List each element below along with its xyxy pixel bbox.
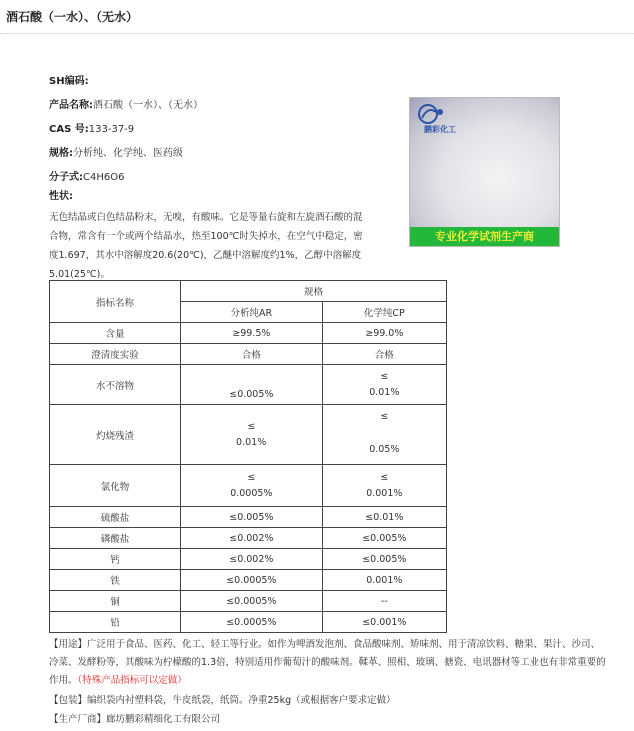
table-row bbox=[50, 591, 447, 612]
row-name: 氯化物 bbox=[50, 465, 181, 507]
row-cp: ≤0.001% bbox=[322, 612, 446, 633]
spec-value: 分析纯、化学纯、医药级 bbox=[73, 148, 183, 159]
row-cp bbox=[322, 465, 446, 507]
row-ar-value: 0.0005% bbox=[230, 488, 273, 499]
props-line bbox=[49, 187, 73, 202]
header-spec: 规格 bbox=[181, 281, 447, 302]
row-ar: ≤0.005% bbox=[181, 365, 323, 405]
row-name: 铁 bbox=[50, 570, 181, 591]
row-name: 澄清度实验 bbox=[50, 344, 181, 365]
table-row bbox=[50, 612, 447, 633]
sh-code-label: SH编码: bbox=[49, 76, 89, 87]
row-name: 铅 bbox=[50, 612, 181, 633]
product-name-value: 酒石酸（一水）、（无水） bbox=[93, 100, 203, 111]
row-ar: ≤0.005% bbox=[181, 507, 323, 528]
row-ar-sign: ≤ bbox=[247, 472, 256, 483]
cas-label: CAS 号: bbox=[49, 124, 89, 135]
row-name: 硫酸盐 bbox=[50, 507, 181, 528]
row-cp: ≥99.0% bbox=[322, 323, 446, 344]
row-ar: ≤0.002% bbox=[181, 549, 323, 570]
row-cp: ≤0.01% bbox=[322, 507, 446, 528]
manufacturer-line: 【生产厂商】廊坊鹏彩精细化工有限公司 bbox=[49, 714, 221, 725]
row-cp bbox=[322, 365, 446, 405]
row-cp-value: 0.05% bbox=[369, 444, 400, 455]
spec-label: 规格: bbox=[49, 148, 73, 159]
row-name: 钙 bbox=[50, 549, 181, 570]
header-ar: 分析纯AR bbox=[181, 302, 323, 323]
row-cp: ≤0.005% bbox=[322, 528, 446, 549]
row-cp-sign: ≤ bbox=[380, 411, 389, 422]
row-ar bbox=[181, 405, 323, 465]
row-name: 磷酸盐 bbox=[50, 528, 181, 549]
row-cp: 合格 bbox=[322, 344, 446, 365]
row-ar-sign: ≤ bbox=[247, 421, 256, 432]
table-row bbox=[50, 507, 447, 528]
product-photo bbox=[409, 97, 560, 247]
table-row bbox=[50, 549, 447, 570]
spec-table bbox=[49, 280, 447, 633]
product-name-line bbox=[49, 96, 203, 111]
header-cp: 化学纯CP bbox=[322, 302, 446, 323]
row-cp-value: 0.001% bbox=[366, 488, 403, 499]
table-header-row bbox=[50, 281, 447, 302]
row-name: 含量 bbox=[50, 323, 181, 344]
row-cp: ≤0.005% bbox=[322, 549, 446, 570]
photo-banner: 专业化学试剂生产商 bbox=[410, 227, 559, 246]
usage-paragraph bbox=[49, 636, 609, 690]
formula-label: 分子式: bbox=[49, 172, 83, 183]
row-cp: -- bbox=[322, 591, 446, 612]
row-ar: ≤0.0005% bbox=[181, 570, 323, 591]
row-cp-sign: ≤ bbox=[380, 472, 389, 483]
cas-line bbox=[49, 120, 134, 135]
table-row bbox=[50, 365, 447, 405]
table-row bbox=[50, 465, 447, 507]
row-cp-value: 0.01% bbox=[369, 387, 400, 398]
row-name: 铜 bbox=[50, 591, 181, 612]
formula-value: C4H6O6 bbox=[83, 172, 125, 183]
row-cp: 0.001% bbox=[322, 570, 446, 591]
cas-value: 133-37-9 bbox=[88, 124, 135, 135]
row-name: 水不溶物 bbox=[50, 365, 181, 405]
row-ar: ≤0.002% bbox=[181, 528, 323, 549]
table-row bbox=[50, 405, 447, 465]
table-row bbox=[50, 344, 447, 365]
table-row bbox=[50, 528, 447, 549]
usage-note: （特殊产品指标可以定做） bbox=[77, 675, 187, 686]
product-name-label: 产品名称: bbox=[49, 100, 93, 111]
props-label: 性状: bbox=[49, 191, 73, 202]
logo-text: 鹏彩化工 bbox=[424, 125, 456, 134]
table-row bbox=[50, 323, 447, 344]
row-ar: 合格 bbox=[181, 344, 323, 365]
sh-code-line bbox=[49, 72, 89, 87]
row-ar: ≥99.5% bbox=[181, 323, 323, 344]
product-description: 无色结晶或白色结晶粉末，无嗅，有酸味。它是等量右旋和左旋酒石酸的混合物，常含有一个或两个结晶水，热至100℃时失掉水，在空气中稳定，密度1.697，其水中溶解度20.6(20℃)，乙醚中溶解度约1%，乙醇中溶解度5.01(25℃)。 bbox=[49, 212, 363, 280]
row-ar-value: 0.01% bbox=[236, 437, 267, 448]
spec-line bbox=[49, 144, 183, 159]
page-title: 酒石酸（一水）、（无水） bbox=[6, 10, 139, 24]
formula-line bbox=[49, 168, 124, 183]
title-divider bbox=[0, 33, 634, 34]
row-cp-sign: ≤ bbox=[380, 371, 389, 382]
table-row bbox=[50, 570, 447, 591]
row-name: 灼烧残渣 bbox=[50, 405, 181, 465]
row-ar: ≤0.0005% bbox=[181, 612, 323, 633]
row-cp bbox=[322, 405, 446, 465]
row-ar bbox=[181, 465, 323, 507]
row-ar: ≤0.0005% bbox=[181, 591, 323, 612]
header-indicator-name: 指标名称 bbox=[50, 281, 181, 323]
package-line: 【包装】编织袋内衬塑料袋，牛皮纸袋，纸筒。净重25kg（或根据客户要求定做） bbox=[49, 695, 396, 706]
usage-text: 【用途】广泛用于食品、医药、化工、轻工等行业。如作为啤酒发泡剂、食品酸味剂、矫味剂、用于清凉饮料、糖果、果汁、沙司、冷菜、发酵粉等，其酸味为柠檬酸的1.3倍，特别适用作葡萄汁的酸味剂。鞣革、照相、玻璃、搪瓷、电讯器材等工业也有非常重要的作用。 bbox=[49, 639, 606, 686]
